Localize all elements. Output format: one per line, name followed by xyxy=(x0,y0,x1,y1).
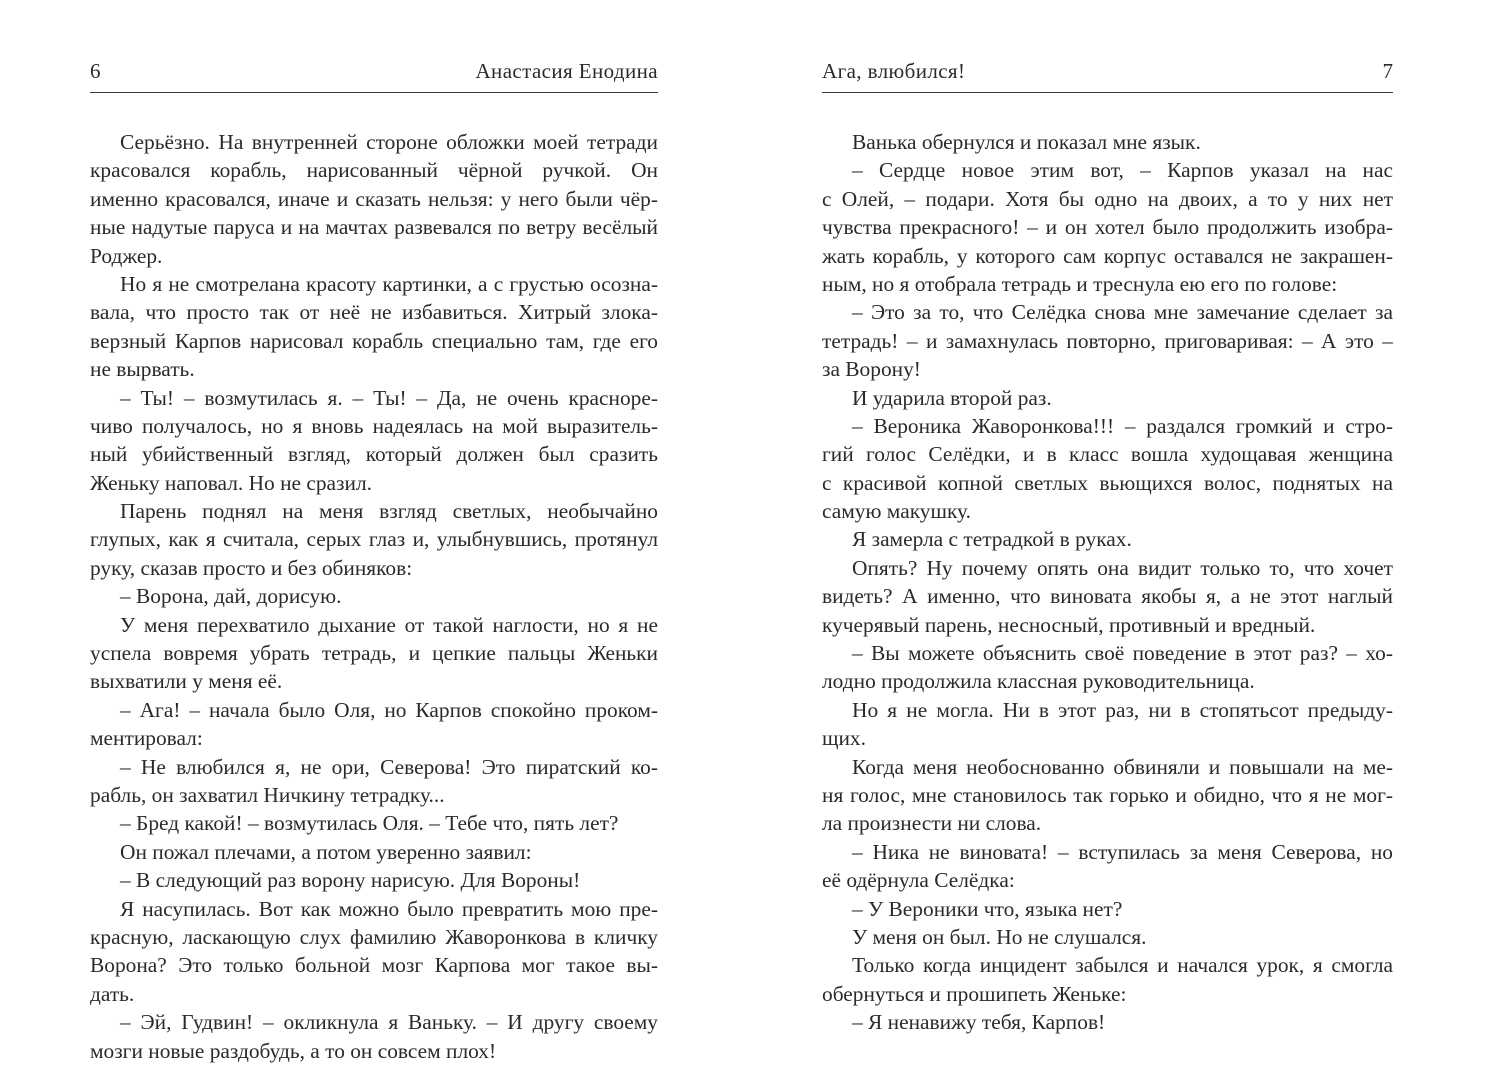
text-line: с красивой копной светлых вьющихся волос, поднятых на xyxy=(822,470,1393,495)
text-line: – Ника не виновата! – вступилась за меня Северова, но xyxy=(852,839,1393,864)
page-body-text xyxy=(822,128,1393,1037)
text-line: ня голос, мне становилось так горько и обидно, что я не мог- xyxy=(822,782,1393,807)
text-line: за Ворону! xyxy=(822,357,921,382)
text-line: Ванька обернулся и показал мне язык. xyxy=(852,130,1201,154)
text-line: Я замерла с тетрадкой в руках. xyxy=(852,527,1132,552)
text-line: тетрадь! – и замахнулась повторно, приговаривая: – А это – xyxy=(822,328,1393,353)
text-line: лодно продолжила классная руководительница. xyxy=(822,669,1255,694)
text-line: видеть? А именно, что виновата якобы я, а не этот наглый xyxy=(822,584,1393,609)
page-body-text xyxy=(90,128,658,1065)
text-line: ла произнести ни слова. xyxy=(822,811,1042,836)
text-line: Он пожал плечами, а потом уверенно заявил: xyxy=(120,839,532,864)
text-line: – Эй, Гудвин! – окликнула я Ваньку. – И другу своему xyxy=(120,1010,658,1035)
text-line: У меня он был. Но не слушался. xyxy=(852,924,1147,949)
text-line: – У Вероники что, языка нет? xyxy=(852,896,1123,921)
text-line: выхватили у меня её. xyxy=(90,669,283,694)
text-line: ным, но я отобрала тетрадь и треснула ею его по голове: xyxy=(822,271,1338,296)
text-line: верзный Карпов нарисовал корабль специально там, где его xyxy=(90,328,658,353)
text-line: – Бред какой! – возмутилась Оля. – Тебе что, пять лет? xyxy=(120,811,619,836)
page-header xyxy=(822,58,1393,84)
text-line: вала, что просто так от неё не избавиться. Хитрый злока- xyxy=(90,300,658,325)
page-number: 6 xyxy=(90,59,101,83)
text-line: не вырвать. xyxy=(90,357,195,382)
text-line: успела вовремя убрать тетрадь, и цепкие пальцы Женьки xyxy=(90,641,658,666)
text-line: ментировал: xyxy=(90,726,203,751)
text-line: – Вы можете объяснить своё поведение в этот раз? – хо- xyxy=(852,641,1393,666)
running-head-title: Ага, влюбился! xyxy=(822,59,966,83)
text-line: – Сердце новое этим вот, – Карпов указал на нас xyxy=(852,158,1393,183)
text-line: У меня перехватило дыхание от такой наглости, но я не xyxy=(120,612,658,637)
text-line: самую макушку. xyxy=(822,499,971,524)
text-line: красную, ласкающую слух фамилию Жаворонкова в кличку xyxy=(90,924,658,949)
text-line: – Это за то, что Селёдка снова мне замечание сделает за xyxy=(852,300,1393,325)
text-line: – Не влюбился я, не ори, Северова! Это пиратский ко- xyxy=(120,754,658,779)
text-line: чувства прекрасного! – и он хотел было продолжить изобра- xyxy=(822,215,1393,240)
text-line: её одёрнула Селёдка: xyxy=(822,868,1015,893)
text-line: Роджер. xyxy=(90,243,163,268)
text-line: ный убийственный взгляд, который должен был сразить xyxy=(90,442,658,467)
right-page xyxy=(822,0,1393,1080)
text-line: Парень поднял на меня взгляд светлых, необычайно xyxy=(120,499,658,524)
header-rule xyxy=(90,92,658,93)
text-line: Я насупилась. Вот как можно было превратить мою пре- xyxy=(120,896,658,921)
header-rule xyxy=(822,92,1393,93)
text-line: Но я не могла. Ни в этот раз, ни в стопятьсот предыду- xyxy=(852,697,1393,722)
text-line: Ворона? Это только больной мозг Карпова мог такое вы- xyxy=(90,953,658,978)
text-line: щих. xyxy=(822,726,866,751)
text-line: руку, сказав просто и без обиняков: xyxy=(90,555,413,580)
text-line: гий голос Селёдки, и в класс вошла худощавая женщина xyxy=(822,442,1393,467)
text-line: – Я ненавижу тебя, Карпов! xyxy=(852,1010,1106,1035)
text-line: – В следующий раз ворону нарисую. Для Вороны! xyxy=(120,868,581,893)
text-line: чиво получалось, но я вновь надеялась на мой выразитель- xyxy=(90,413,658,438)
text-line: кучерявый парень, несносный, противный и вредный. xyxy=(822,612,1316,637)
text-line: Опять? Ну почему опять она видит только то, что хочет xyxy=(852,555,1393,580)
text-line: красовался корабль, нарисованный чёрной ручкой. Он xyxy=(90,158,658,183)
text-line: Серьёзно. На внутренней стороне обложки моей тетради xyxy=(120,130,658,154)
text-line: – Вероника Жаворонкова!!! – раздался громкий и стро- xyxy=(852,413,1393,438)
text-line: дать. xyxy=(90,981,135,1006)
page-header xyxy=(90,58,658,84)
text-line: Только когда инцидент забылся и начался урок, я смогла xyxy=(852,953,1393,978)
text-line: – Ворона, дай, дорисую. xyxy=(120,584,342,609)
page-number: 7 xyxy=(1382,59,1393,83)
text-line: с Олей, – подари. Хотя бы одно на двоих, а то у них нет xyxy=(822,186,1393,211)
text-line: – Ага! – начала было Оля, но Карпов спокойно проком- xyxy=(120,697,658,722)
text-line: обернуться и прошипеть Женьке: xyxy=(822,981,1127,1006)
text-line: Но я не смотрелана красоту картинки, а с грустью осозна- xyxy=(120,271,658,296)
text-line: мозги новые раздобудь, а то он совсем плох! xyxy=(90,1038,497,1063)
text-line: И ударила второй раз. xyxy=(852,385,1052,410)
text-line: – Ты! – возмутилась я. – Ты! – Да, не очень красноре- xyxy=(120,385,658,410)
text-line: именно красовался, иначе и сказать нельзя: у него были чёр- xyxy=(90,186,658,211)
text-line: жать корабль, у которого сам корпус оставался не закрашен- xyxy=(822,243,1393,268)
text-line: рабль, он захватил Ничкину тетрадку... xyxy=(90,782,445,807)
text-line: ные надутые паруса и на мачтах развевался по ветру весёлый xyxy=(90,215,658,240)
text-line: глупых, как я считала, серых глаз и, улыбнувшись, протянул xyxy=(90,527,658,552)
left-page xyxy=(90,0,658,1080)
running-head-author: Анастасия Енодина xyxy=(475,59,658,83)
text-line: Женьку наповал. Но не сразил. xyxy=(90,470,372,495)
text-line: Когда меня необоснованно обвиняли и повышали на ме- xyxy=(852,754,1393,779)
